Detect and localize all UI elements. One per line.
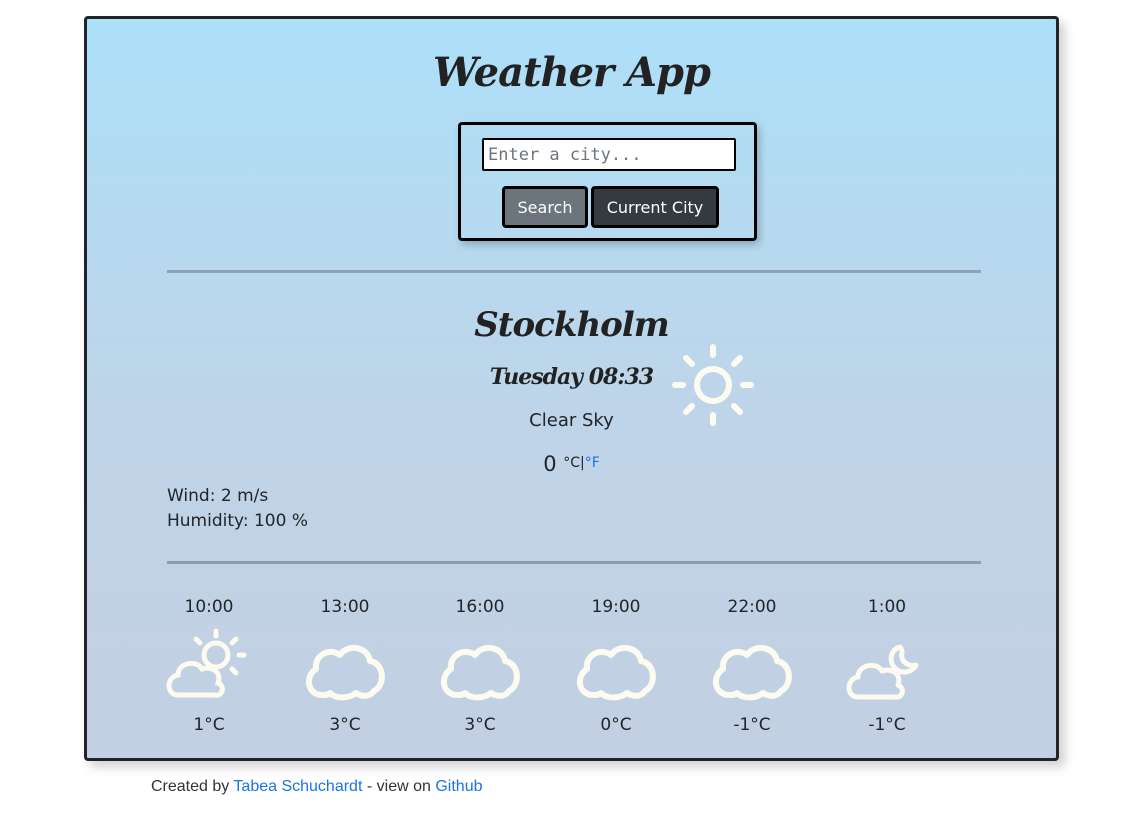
city-search-input[interactable] xyxy=(482,138,736,171)
forecast-temp: -1°C xyxy=(733,715,771,735)
forecast-item xyxy=(839,597,935,735)
weather-description: Clear Sky xyxy=(529,410,614,431)
weather-stats xyxy=(167,484,308,534)
forecast-item xyxy=(432,597,528,735)
forecast-time: 10:00 xyxy=(184,597,234,617)
forecast-temp: 1°C xyxy=(193,715,225,735)
app-title: Weather App xyxy=(432,49,710,96)
celsius-unit[interactable]: °C xyxy=(563,455,581,471)
partly-cloudy-night-icon xyxy=(842,625,932,705)
forecast-time: 19:00 xyxy=(591,597,641,617)
cloud-icon xyxy=(435,625,525,705)
temperature-value: 0 xyxy=(543,452,557,476)
cloud-icon xyxy=(300,625,390,705)
city-name: Stockholm xyxy=(474,305,669,345)
footer-prefix: Created by xyxy=(151,778,230,795)
github-link[interactable]: Github xyxy=(435,778,483,795)
fahrenheit-link[interactable]: °F xyxy=(584,455,600,471)
partly-cloudy-day-icon xyxy=(164,625,254,705)
forecast-item xyxy=(704,597,800,735)
forecast-temp: 0°C xyxy=(600,715,632,735)
temperature-row xyxy=(87,452,1056,476)
search-button[interactable]: Search xyxy=(502,186,588,228)
divider xyxy=(167,270,981,273)
current-city-button[interactable]: Current City xyxy=(591,186,719,228)
forecast-item xyxy=(297,597,393,735)
humidity: Humidity: 100 % xyxy=(167,511,308,531)
forecast-time: 22:00 xyxy=(727,597,777,617)
search-form xyxy=(458,122,757,241)
footer xyxy=(151,778,482,796)
divider xyxy=(167,561,981,564)
forecast-time: 13:00 xyxy=(320,597,370,617)
cloud-icon xyxy=(707,625,797,705)
author-link[interactable]: Tabea Schuchardt xyxy=(233,778,363,795)
forecast-item xyxy=(161,597,257,735)
sun-icon xyxy=(669,341,757,429)
forecast-item xyxy=(568,597,664,735)
forecast-time: 16:00 xyxy=(455,597,505,617)
forecast-temp: 3°C xyxy=(464,715,496,735)
forecast-time: 1:00 xyxy=(867,597,907,617)
weather-app-card xyxy=(84,16,1059,761)
date-time: Tuesday 08:33 xyxy=(489,364,654,390)
footer-middle: - view on xyxy=(366,778,431,795)
forecast-temp: -1°C xyxy=(868,715,906,735)
cloud-icon xyxy=(571,625,661,705)
unit-separator: | xyxy=(580,455,585,471)
forecast-temp: 3°C xyxy=(329,715,361,735)
wind-speed: Wind: 2 m/s xyxy=(167,486,269,506)
